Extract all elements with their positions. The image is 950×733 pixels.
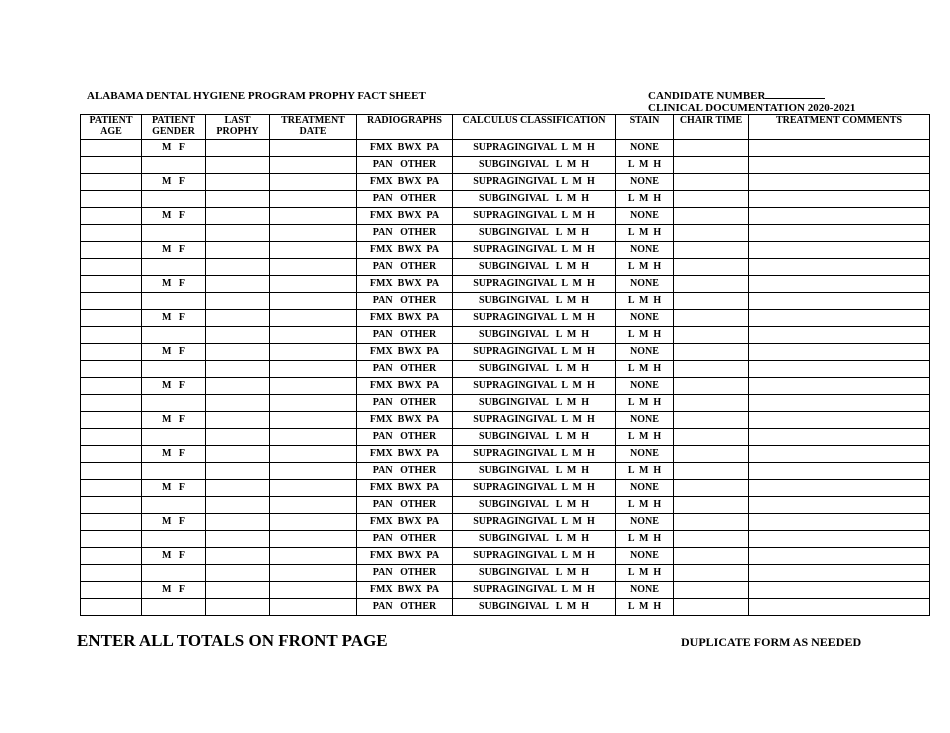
- table-cell[interactable]: [270, 191, 357, 208]
- table-cell[interactable]: PAN OTHER: [357, 497, 453, 514]
- column-header: TREATMENT DATE: [270, 115, 357, 140]
- table-cell[interactable]: [81, 225, 142, 242]
- table-cell[interactable]: [206, 599, 270, 616]
- table-cell[interactable]: [270, 582, 357, 599]
- table-cell[interactable]: FMX BWX PA: [357, 140, 453, 157]
- table-cell[interactable]: [749, 395, 930, 412]
- table-cell[interactable]: [81, 582, 142, 599]
- table-cell[interactable]: L M H: [616, 531, 674, 548]
- table-cell[interactable]: [270, 174, 357, 191]
- table-cell[interactable]: SUBGINGIVAL L M H: [453, 293, 616, 310]
- table-cell[interactable]: SUPRAGINGIVAL L M H: [453, 412, 616, 429]
- table-row: [81, 140, 930, 157]
- table-row: [81, 412, 930, 429]
- table-row: [81, 514, 930, 531]
- table-cell[interactable]: [270, 429, 357, 446]
- table-cell[interactable]: [749, 463, 930, 480]
- table-cell[interactable]: [142, 157, 206, 174]
- table-cell[interactable]: [674, 293, 749, 310]
- table-cell[interactable]: [206, 429, 270, 446]
- table-cell[interactable]: [206, 140, 270, 157]
- table-cell[interactable]: M F: [142, 310, 206, 327]
- table-row: [81, 208, 930, 225]
- table-cell[interactable]: [81, 310, 142, 327]
- table-cell[interactable]: L M H: [616, 327, 674, 344]
- table-cell[interactable]: M F: [142, 582, 206, 599]
- table-cell[interactable]: [749, 497, 930, 514]
- table-cell[interactable]: NONE: [616, 344, 674, 361]
- table-cell[interactable]: [674, 208, 749, 225]
- table-cell[interactable]: SUPRAGINGIVAL L M H: [453, 174, 616, 191]
- table-cell[interactable]: [206, 276, 270, 293]
- totals-instruction: ENTER ALL TOTALS ON FRONT PAGE: [77, 631, 388, 650]
- table-cell[interactable]: [206, 344, 270, 361]
- table-cell[interactable]: [270, 344, 357, 361]
- table-cell[interactable]: [206, 463, 270, 480]
- table-row: [81, 191, 930, 208]
- table-cell[interactable]: [270, 259, 357, 276]
- table-cell[interactable]: SUPRAGINGIVAL L M H: [453, 480, 616, 497]
- table-cell[interactable]: [206, 446, 270, 463]
- table-cell[interactable]: [81, 259, 142, 276]
- table-cell[interactable]: [142, 191, 206, 208]
- table-cell[interactable]: [142, 361, 206, 378]
- table-row: [81, 242, 930, 259]
- table-cell[interactable]: [674, 599, 749, 616]
- table-cell[interactable]: [674, 310, 749, 327]
- table-cell[interactable]: NONE: [616, 174, 674, 191]
- table-cell[interactable]: PAN OTHER: [357, 259, 453, 276]
- table-cell[interactable]: [206, 259, 270, 276]
- table-cell[interactable]: [270, 412, 357, 429]
- header-row: [81, 115, 930, 140]
- table-cell[interactable]: [674, 276, 749, 293]
- table-cell[interactable]: [674, 157, 749, 174]
- table-cell[interactable]: [270, 157, 357, 174]
- table-row: [81, 582, 930, 599]
- table-cell[interactable]: [206, 412, 270, 429]
- table-cell[interactable]: [674, 582, 749, 599]
- table-cell[interactable]: PAN OTHER: [357, 327, 453, 344]
- table-row: [81, 446, 930, 463]
- table-cell[interactable]: SUBGINGIVAL L M H: [453, 565, 616, 582]
- table-cell[interactable]: L M H: [616, 599, 674, 616]
- table-cell[interactable]: NONE: [616, 310, 674, 327]
- table-cell[interactable]: [270, 395, 357, 412]
- table-cell[interactable]: [674, 242, 749, 259]
- table-cell[interactable]: [142, 565, 206, 582]
- column-header: STAIN: [616, 115, 674, 140]
- table-cell[interactable]: L M H: [616, 395, 674, 412]
- table-cell[interactable]: [749, 327, 930, 344]
- table-cell[interactable]: [81, 497, 142, 514]
- table-cell[interactable]: [81, 463, 142, 480]
- table-cell[interactable]: PAN OTHER: [357, 191, 453, 208]
- table-cell[interactable]: SUBGINGIVAL L M H: [453, 497, 616, 514]
- table-cell[interactable]: L M H: [616, 293, 674, 310]
- table-cell[interactable]: SUBGINGIVAL L M H: [453, 429, 616, 446]
- table-cell[interactable]: [270, 548, 357, 565]
- table-cell[interactable]: L M H: [616, 259, 674, 276]
- table-cell[interactable]: L M H: [616, 497, 674, 514]
- table-cell[interactable]: [81, 191, 142, 208]
- table-cell[interactable]: [81, 157, 142, 174]
- table-cell[interactable]: [142, 531, 206, 548]
- table-cell[interactable]: [81, 361, 142, 378]
- table-cell[interactable]: PAN OTHER: [357, 565, 453, 582]
- table-cell[interactable]: [81, 276, 142, 293]
- table-cell[interactable]: SUBGINGIVAL L M H: [453, 259, 616, 276]
- table-cell[interactable]: FMX BWX PA: [357, 446, 453, 463]
- table-cell[interactable]: [142, 225, 206, 242]
- table-cell[interactable]: [206, 582, 270, 599]
- table-cell[interactable]: SUBGINGIVAL L M H: [453, 327, 616, 344]
- table-cell[interactable]: SUPRAGINGIVAL L M H: [453, 140, 616, 157]
- table-cell[interactable]: [749, 208, 930, 225]
- table-cell[interactable]: SUBGINGIVAL L M H: [453, 361, 616, 378]
- table-cell[interactable]: M F: [142, 480, 206, 497]
- table-cell[interactable]: FMX BWX PA: [357, 548, 453, 565]
- table-row: [81, 225, 930, 242]
- table-cell[interactable]: [206, 565, 270, 582]
- table-cell[interactable]: [674, 378, 749, 395]
- table-cell[interactable]: [674, 497, 749, 514]
- table-body: [81, 140, 930, 616]
- table-cell[interactable]: [270, 497, 357, 514]
- table-cell[interactable]: [749, 242, 930, 259]
- table-row: [81, 157, 930, 174]
- table-cell[interactable]: [674, 344, 749, 361]
- table-cell[interactable]: M F: [142, 412, 206, 429]
- table-cell[interactable]: [142, 599, 206, 616]
- table-cell[interactable]: FMX BWX PA: [357, 242, 453, 259]
- table-cell[interactable]: M F: [142, 242, 206, 259]
- column-header: RADIOGRAPHS: [357, 115, 453, 140]
- table-cell[interactable]: M F: [142, 174, 206, 191]
- table-cell[interactable]: [749, 361, 930, 378]
- table-cell[interactable]: [142, 259, 206, 276]
- documentation-label: CLINICAL DOCUMENTATION 2020-2021: [648, 102, 856, 114]
- table-cell[interactable]: [270, 446, 357, 463]
- table-cell[interactable]: [749, 480, 930, 497]
- table-cell[interactable]: [270, 276, 357, 293]
- table-cell[interactable]: L M H: [616, 361, 674, 378]
- table-cell[interactable]: L M H: [616, 225, 674, 242]
- table-row: [81, 429, 930, 446]
- table-cell[interactable]: [81, 208, 142, 225]
- table-cell[interactable]: [270, 361, 357, 378]
- table-cell[interactable]: [206, 157, 270, 174]
- table-cell[interactable]: [270, 225, 357, 242]
- table-cell[interactable]: [206, 531, 270, 548]
- table-cell[interactable]: [142, 293, 206, 310]
- table-cell[interactable]: [142, 429, 206, 446]
- table-cell[interactable]: [270, 293, 357, 310]
- table-row: [81, 480, 930, 497]
- candidate-block: [648, 89, 855, 114]
- table-cell[interactable]: [81, 344, 142, 361]
- table-cell[interactable]: L M H: [616, 157, 674, 174]
- table-cell[interactable]: [206, 480, 270, 497]
- table-cell[interactable]: [81, 446, 142, 463]
- table-cell[interactable]: FMX BWX PA: [357, 174, 453, 191]
- table-cell[interactable]: FMX BWX PA: [357, 480, 453, 497]
- table-cell[interactable]: [270, 310, 357, 327]
- table-cell[interactable]: [749, 412, 930, 429]
- table-row: [81, 378, 930, 395]
- column-header: PATIENT GENDER: [142, 115, 206, 140]
- table-cell[interactable]: L M H: [616, 565, 674, 582]
- table-cell[interactable]: FMX BWX PA: [357, 208, 453, 225]
- table-cell[interactable]: [81, 327, 142, 344]
- table-cell[interactable]: [749, 429, 930, 446]
- table-cell[interactable]: [749, 191, 930, 208]
- table-cell[interactable]: [749, 548, 930, 565]
- table-cell[interactable]: [206, 242, 270, 259]
- table-cell[interactable]: FMX BWX PA: [357, 514, 453, 531]
- table-cell[interactable]: [270, 599, 357, 616]
- table-cell[interactable]: M F: [142, 378, 206, 395]
- table-cell[interactable]: [81, 293, 142, 310]
- table-cell[interactable]: SUBGINGIVAL L M H: [453, 531, 616, 548]
- fact-sheet-table: [80, 114, 930, 616]
- table-cell[interactable]: FMX BWX PA: [357, 344, 453, 361]
- table-cell[interactable]: [206, 548, 270, 565]
- table-cell[interactable]: [270, 480, 357, 497]
- table-cell[interactable]: SUPRAGINGIVAL L M H: [453, 208, 616, 225]
- table-cell[interactable]: [206, 327, 270, 344]
- table-cell[interactable]: L M H: [616, 191, 674, 208]
- table-row: [81, 259, 930, 276]
- table-cell[interactable]: [749, 259, 930, 276]
- table-cell[interactable]: [206, 293, 270, 310]
- table-cell[interactable]: SUPRAGINGIVAL L M H: [453, 242, 616, 259]
- table-cell[interactable]: M F: [142, 140, 206, 157]
- table-cell[interactable]: SUPRAGINGIVAL L M H: [453, 310, 616, 327]
- table-cell[interactable]: [81, 140, 142, 157]
- table-cell[interactable]: PAN OTHER: [357, 531, 453, 548]
- table-cell[interactable]: [81, 174, 142, 191]
- table-cell[interactable]: FMX BWX PA: [357, 582, 453, 599]
- column-header: TREATMENT COMMENTS: [749, 115, 930, 140]
- table-cell[interactable]: SUBGINGIVAL L M H: [453, 191, 616, 208]
- table-cell[interactable]: [206, 191, 270, 208]
- page-title: ALABAMA DENTAL HYGIENE PROGRAM PROPHY FACT SHEET: [87, 90, 426, 102]
- table-cell[interactable]: [81, 242, 142, 259]
- table-cell[interactable]: SUPRAGINGIVAL L M H: [453, 378, 616, 395]
- table-cell[interactable]: FMX BWX PA: [357, 310, 453, 327]
- table-cell[interactable]: FMX BWX PA: [357, 276, 453, 293]
- table-cell[interactable]: [674, 463, 749, 480]
- table-cell[interactable]: [142, 463, 206, 480]
- table-cell[interactable]: [674, 531, 749, 548]
- table-cell[interactable]: NONE: [616, 548, 674, 565]
- table-cell[interactable]: NONE: [616, 378, 674, 395]
- table-cell[interactable]: SUBGINGIVAL L M H: [453, 157, 616, 174]
- table-cell[interactable]: [81, 378, 142, 395]
- table-cell[interactable]: [749, 276, 930, 293]
- table-cell[interactable]: [749, 531, 930, 548]
- table-cell[interactable]: PAN OTHER: [357, 463, 453, 480]
- table-cell[interactable]: [270, 565, 357, 582]
- table-cell[interactable]: [270, 463, 357, 480]
- table-row: [81, 565, 930, 582]
- table-cell[interactable]: [206, 497, 270, 514]
- table-cell[interactable]: [674, 480, 749, 497]
- table-cell[interactable]: [674, 191, 749, 208]
- table-cell[interactable]: [749, 293, 930, 310]
- table-cell[interactable]: [270, 531, 357, 548]
- table-cell[interactable]: M F: [142, 548, 206, 565]
- table-cell[interactable]: M F: [142, 276, 206, 293]
- table-cell[interactable]: SUPRAGINGIVAL L M H: [453, 446, 616, 463]
- table-cell[interactable]: L M H: [616, 429, 674, 446]
- table-cell[interactable]: [81, 480, 142, 497]
- table-row: [81, 327, 930, 344]
- table-cell[interactable]: [142, 497, 206, 514]
- table-cell[interactable]: [749, 310, 930, 327]
- table-cell[interactable]: [270, 242, 357, 259]
- table-cell[interactable]: [206, 310, 270, 327]
- table-cell[interactable]: PAN OTHER: [357, 599, 453, 616]
- table-cell[interactable]: PAN OTHER: [357, 225, 453, 242]
- table-cell[interactable]: M F: [142, 344, 206, 361]
- table-cell[interactable]: NONE: [616, 208, 674, 225]
- table-cell[interactable]: PAN OTHER: [357, 157, 453, 174]
- column-header: PATIENT AGE: [81, 115, 142, 140]
- table-cell[interactable]: SUPRAGINGIVAL L M H: [453, 548, 616, 565]
- table-cell[interactable]: [674, 514, 749, 531]
- table-cell[interactable]: [206, 378, 270, 395]
- table-row: [81, 497, 930, 514]
- table-cell[interactable]: [674, 361, 749, 378]
- candidate-number-label: CANDIDATE NUMBER: [648, 90, 766, 102]
- table-row: [81, 463, 930, 480]
- table-cell[interactable]: [749, 599, 930, 616]
- table-cell[interactable]: NONE: [616, 412, 674, 429]
- table-cell[interactable]: [270, 327, 357, 344]
- table-cell[interactable]: [81, 412, 142, 429]
- table-cell[interactable]: [81, 395, 142, 412]
- table-cell[interactable]: PAN OTHER: [357, 293, 453, 310]
- column-header: CALCULUS CLASSIFICATION: [453, 115, 616, 140]
- table-cell[interactable]: [749, 157, 930, 174]
- table-cell[interactable]: SUPRAGINGIVAL L M H: [453, 276, 616, 293]
- table-cell[interactable]: SUPRAGINGIVAL L M H: [453, 514, 616, 531]
- table-cell[interactable]: [749, 582, 930, 599]
- table-cell[interactable]: [206, 174, 270, 191]
- table-cell[interactable]: [270, 514, 357, 531]
- table-cell[interactable]: [142, 395, 206, 412]
- table-row: [81, 276, 930, 293]
- table-cell[interactable]: SUBGINGIVAL L M H: [453, 395, 616, 412]
- table-cell[interactable]: L M H: [616, 463, 674, 480]
- table-cell[interactable]: [270, 378, 357, 395]
- table-cell[interactable]: [749, 565, 930, 582]
- table-cell[interactable]: SUBGINGIVAL L M H: [453, 599, 616, 616]
- table-cell[interactable]: [674, 327, 749, 344]
- table-row: [81, 395, 930, 412]
- table-cell[interactable]: [674, 225, 749, 242]
- table-cell[interactable]: [749, 514, 930, 531]
- table-cell[interactable]: [674, 259, 749, 276]
- table-cell[interactable]: [674, 174, 749, 191]
- table-cell[interactable]: PAN OTHER: [357, 429, 453, 446]
- table-cell[interactable]: [674, 446, 749, 463]
- column-header: LAST PROPHY: [206, 115, 270, 140]
- table-cell[interactable]: [749, 446, 930, 463]
- table-cell[interactable]: NONE: [616, 276, 674, 293]
- table-cell[interactable]: M F: [142, 208, 206, 225]
- table-cell[interactable]: [674, 429, 749, 446]
- table-cell[interactable]: [81, 429, 142, 446]
- table-cell[interactable]: [81, 531, 142, 548]
- table-cell[interactable]: [270, 140, 357, 157]
- table-cell[interactable]: FMX BWX PA: [357, 378, 453, 395]
- candidate-number-field[interactable]: [765, 89, 825, 99]
- table-cell[interactable]: [206, 361, 270, 378]
- table-cell[interactable]: NONE: [616, 242, 674, 259]
- column-header: CHAIR TIME: [674, 115, 749, 140]
- duplicate-instruction: DUPLICATE FORM AS NEEDED: [681, 635, 862, 649]
- table-cell[interactable]: [674, 565, 749, 582]
- table-cell[interactable]: [142, 327, 206, 344]
- table-row: [81, 599, 930, 616]
- table-row: [81, 531, 930, 548]
- table-cell[interactable]: [206, 208, 270, 225]
- table-cell[interactable]: [674, 412, 749, 429]
- table-cell[interactable]: [749, 378, 930, 395]
- table-cell[interactable]: M F: [142, 514, 206, 531]
- table-cell[interactable]: [674, 395, 749, 412]
- table-cell[interactable]: NONE: [616, 582, 674, 599]
- table-cell[interactable]: [270, 208, 357, 225]
- table-cell[interactable]: [749, 140, 930, 157]
- table-row: [81, 174, 930, 191]
- table-cell[interactable]: [674, 548, 749, 565]
- table-row: [81, 361, 930, 378]
- table-cell[interactable]: SUPRAGINGIVAL L M H: [453, 582, 616, 599]
- table-cell[interactable]: [749, 174, 930, 191]
- table-cell[interactable]: [674, 140, 749, 157]
- table-cell[interactable]: FMX BWX PA: [357, 412, 453, 429]
- table-cell[interactable]: [206, 514, 270, 531]
- table-cell[interactable]: [206, 395, 270, 412]
- table-row: [81, 310, 930, 327]
- table-cell[interactable]: PAN OTHER: [357, 361, 453, 378]
- table-cell[interactable]: NONE: [616, 446, 674, 463]
- table-cell[interactable]: M F: [142, 446, 206, 463]
- table-cell[interactable]: NONE: [616, 514, 674, 531]
- table-cell[interactable]: [749, 344, 930, 361]
- table-cell[interactable]: NONE: [616, 480, 674, 497]
- table-row: [81, 344, 930, 361]
- table-cell[interactable]: SUPRAGINGIVAL L M H: [453, 344, 616, 361]
- table-cell[interactable]: SUBGINGIVAL L M H: [453, 225, 616, 242]
- table-cell[interactable]: [749, 225, 930, 242]
- table-cell[interactable]: SUBGINGIVAL L M H: [453, 463, 616, 480]
- table-cell[interactable]: [81, 514, 142, 531]
- table-cell[interactable]: [206, 225, 270, 242]
- table-cell[interactable]: [81, 565, 142, 582]
- table-cell[interactable]: NONE: [616, 140, 674, 157]
- table-row: [81, 548, 930, 565]
- table-row: [81, 293, 930, 310]
- table-cell[interactable]: PAN OTHER: [357, 395, 453, 412]
- table-cell[interactable]: [81, 599, 142, 616]
- table-cell[interactable]: [81, 548, 142, 565]
